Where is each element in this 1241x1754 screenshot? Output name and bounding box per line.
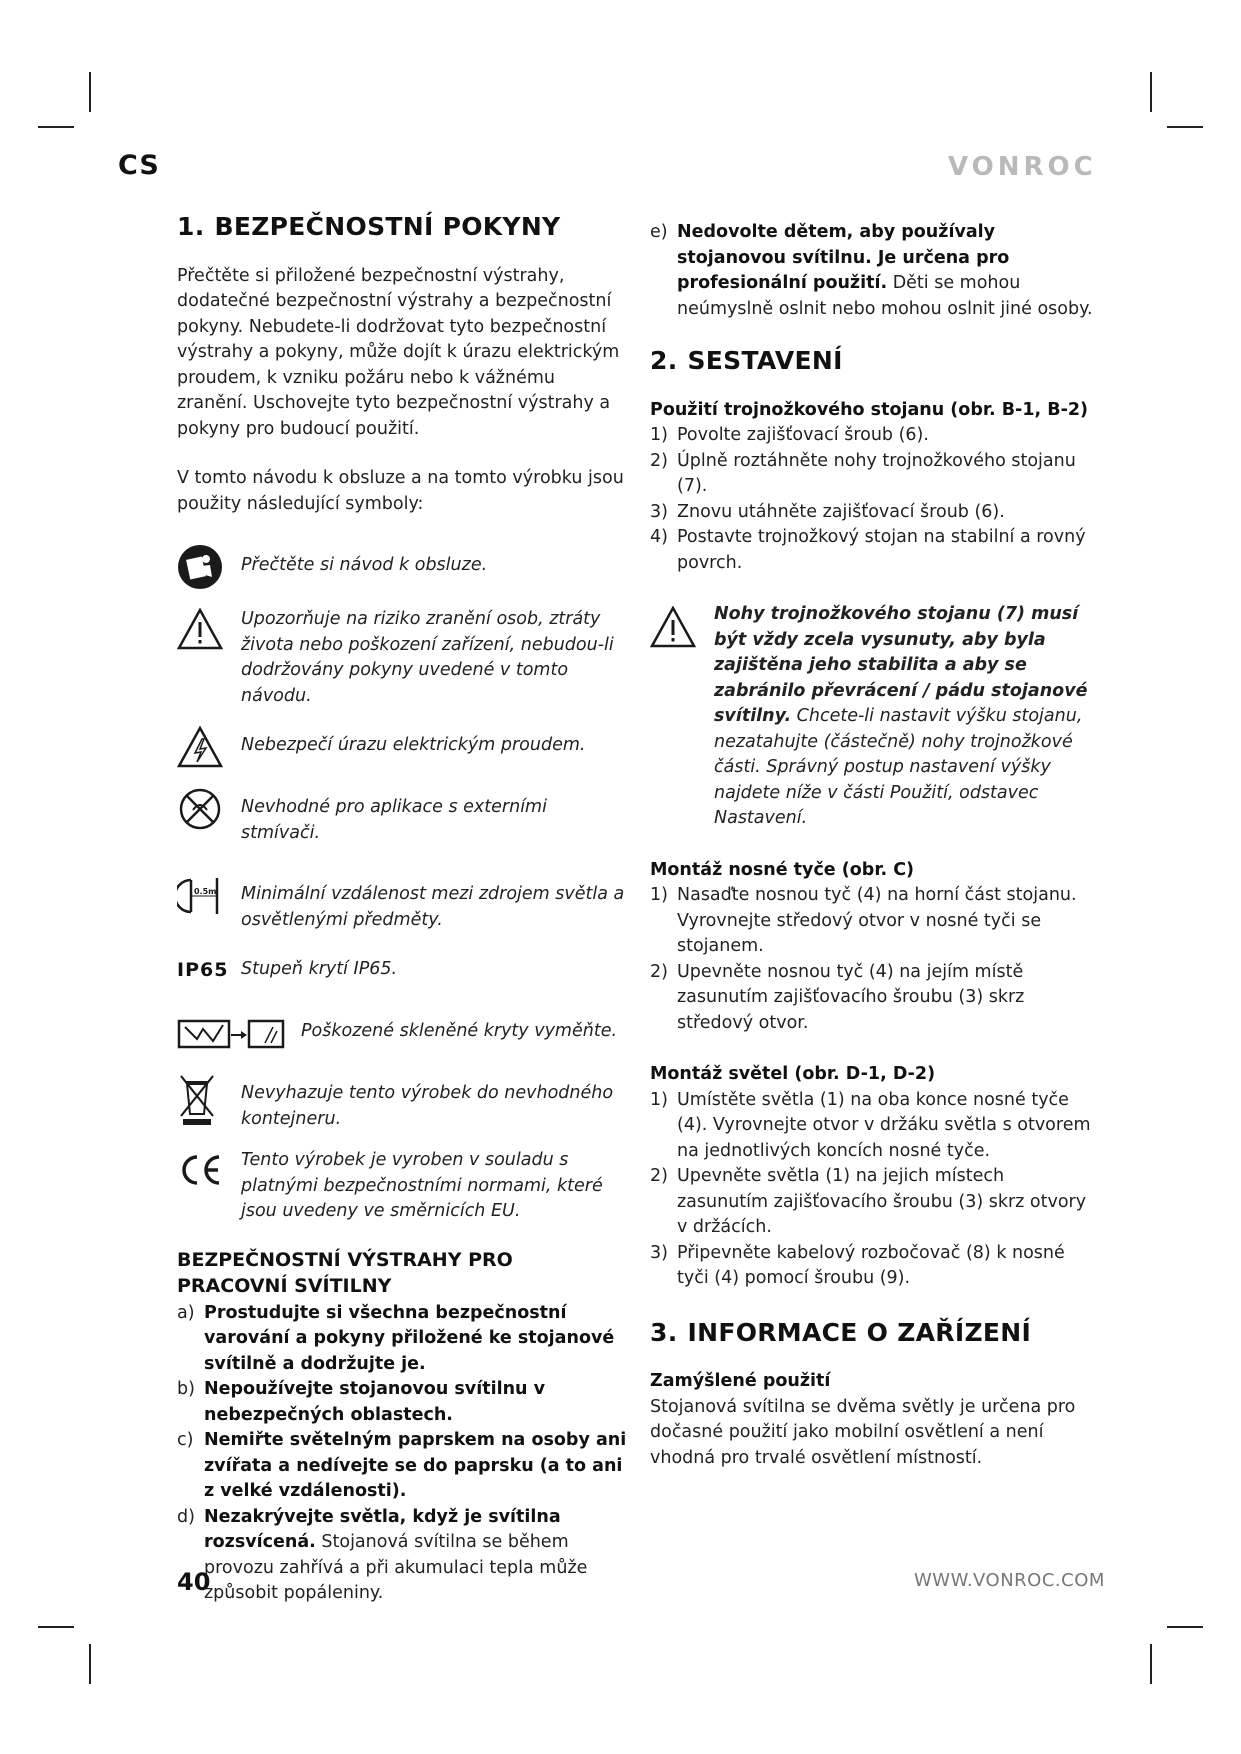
crop-mark: [1150, 1644, 1152, 1684]
crop-mark: [1150, 72, 1152, 112]
symbol-row: [177, 723, 627, 771]
symbol-row: [177, 872, 627, 933]
list-item: 1) Nasaďte nosnou tyč (4) na horní část stojanu. Vyrovnejte středový otvor v nosné tyči se stojanem.: [650, 885, 1077, 956]
min-distance-icon: [177, 872, 241, 920]
symbol-text: Tento výrobek je vyroben v souladu s platnými bezpečnostními normami, které jsou uvedeny ve směrnicích EU.: [241, 1150, 603, 1221]
read-manual-icon: [177, 543, 241, 591]
list-item: b) Nepoužívejte stojanovou svítilnu v nebezpečných oblastech.: [177, 1379, 545, 1425]
symbol-row: [177, 1146, 627, 1225]
crop-mark: [38, 126, 74, 128]
tripod-caution: [650, 602, 1100, 832]
symbol-row: [177, 947, 627, 995]
symbol-text: Přečtěte si návod k obsluze.: [241, 555, 488, 575]
crop-mark: [89, 1644, 91, 1684]
ce-mark-icon: [177, 1146, 241, 1194]
bar-heading: Montáž nosné tyče (obr. C): [650, 859, 915, 880]
brand-logo: VONROC: [948, 152, 1097, 182]
replace-glass-icon: [177, 1009, 301, 1057]
list-item: d) Nezakrývejte světla, když je svítilna rozsvícená. Stojanová svítilna se během provozu zahřívá a při akumulaci tepla může způsobit popáleniny.: [177, 1506, 588, 1603]
no-dimmer-icon: [177, 785, 241, 833]
crop-mark: [38, 1626, 74, 1628]
symbol-row: [177, 785, 627, 846]
list-item: 3) Připevněte kabelový rozbočovač (8) k nosné tyči (4) pomocí šroubu (9).: [650, 1242, 1065, 1288]
lights-steps: [650, 1088, 1100, 1292]
symbol-row: [177, 1009, 627, 1057]
distance-label: 0.5m: [194, 887, 217, 896]
symbol-row: [177, 605, 627, 709]
symbol-text: Nebezpečí úrazu elektrickým proudem.: [241, 735, 586, 755]
crop-mark: [89, 72, 91, 112]
language-code: CS: [118, 150, 160, 181]
crop-mark: [1167, 126, 1203, 128]
section-2-heading: 2. SESTAVENÍ: [650, 346, 843, 375]
warnings-list-continued: [650, 220, 1100, 322]
symbol-text: Upozorňuje na riziko zranění osob, ztráty života nebo poškození zařízení, nebudou-li dodržovány pokyny uvedené v tomto návodu.: [241, 609, 614, 706]
lights-heading: Montáž světel (obr. D-1, D-2): [650, 1064, 936, 1084]
tripod-steps: [650, 423, 1100, 576]
list-item: 1) Povolte zajišťovací šroub (6).: [650, 425, 929, 445]
caution-text: Nohy trojnožkového stojanu (7) musí být vždy zcela vysunuty, aby byla zajištěna jeho stabilita a aby se zabránilo převrácení / pádu stojanové svítilny. Chcete-li nastavit výšku stojanu, nezatahujte (částečně) nohy trojnožkové části. Správný postup nastavení výšky najdete níže v části Použití, odstavec Nastavení.: [714, 604, 1088, 828]
ip65-icon: IP65: [177, 959, 229, 982]
list-item: 2) Upevněte světla (1) na jejich místech zasunutím zajišťovacího šroubu (3) skrz otvory v držácích.: [650, 1166, 1087, 1237]
warnings-list: [177, 1301, 627, 1607]
section-3-heading: 3. INFORMACE O ZAŘÍZENÍ: [650, 1317, 1032, 1347]
warnings-heading: BEZPEČNOSTNÍ VÝSTRAHY PRO PRACOVNÍ SVÍTILNY: [177, 1248, 513, 1297]
list-item: 1) Umístěte světla (1) na oba konce nosné tyče (4). Vyrovnejte otvor v držáku světla s otvorem na jednotlivých koncích nosné tyče.: [650, 1089, 1091, 1161]
list-item: 3) Znovu utáhněte zajišťovací šroub (6).: [650, 501, 1005, 522]
intended-use-text: Stojanová svítilna se dvěma světly je určena pro dočasné použití jako mobilní osvětlení a není vhodná pro trvalé osvětlení místností.: [650, 1396, 1076, 1468]
symbol-text: Poškozené skleněné kryty vyměňte.: [301, 1021, 618, 1041]
symbol-text: Minimální vzdálenost mezi zdrojem světla a osvětlenými předměty.: [241, 884, 625, 930]
list-item: e) Nedovolte dětem, aby používaly stojanovou svítilnu. Je určena pro profesionální použití. Děti se mohou neúmyslně oslnit nebo mohou oslnit jiné osoby.: [650, 222, 1093, 319]
tripod-heading: Použití trojnožkového stojanu (obr. B-1, B-2): [650, 399, 1089, 420]
crop-mark: [1167, 1626, 1203, 1628]
symbol-text: Nevyhazuje tento výrobek do nevhodného kontejneru.: [241, 1083, 614, 1129]
website-url: WWW.VONROC.COM: [914, 1570, 1105, 1591]
symbol-text: Nevhodné pro aplikace s externími stmívači.: [241, 797, 547, 843]
intended-use-heading: Zamýšlené použití: [650, 1371, 831, 1391]
bar-steps: [650, 883, 1100, 1036]
list-item: 4) Postavte trojnožkový stojan na stabilní a rovný povrch.: [650, 527, 1086, 573]
right-column: [650, 220, 1100, 1471]
list-item: 2) Úplně roztáhněte nohy trojnožkového stojanu (7).: [650, 450, 1076, 496]
symbols-intro: V tomto návodu k obsluze a na tomto výrobku jsou použity následující symboly:: [177, 468, 624, 514]
warning-icon: [177, 605, 241, 653]
electric-shock-icon: [177, 723, 241, 771]
warning-icon: [650, 602, 714, 832]
list-item: 2) Upevněte nosnou tyč (4) na jejím místě zasunutím zajišťovacího šroubu (3) skrz středový otvor.: [650, 961, 1025, 1033]
weee-bin-icon: [177, 1071, 241, 1127]
symbol-text: Stupeň krytí IP65.: [241, 959, 398, 979]
safety-intro: Přečtěte si přiložené bezpečnostní výstrahy, dodatečné bezpečnostní výstrahy a bezpečnostní pokyny. Nebudete-li dodržovat tyto bezpečnostní výstrahy a pokyny, může dojít k úrazu elektrickým proudem, k vzniku požáru nebo k vážnému zranění. Uschovejte tyto bezpečnostní výstrahy a pokyny pro budoucí použití.: [177, 265, 620, 439]
section-1-heading: 1. BEZPEČNOSTNÍ POKYNY: [177, 212, 561, 241]
symbol-row: [177, 1071, 627, 1132]
left-column: [177, 214, 627, 1607]
list-item: c) Nemiřte světelným paprskem na osoby ani zvířata a nedívejte se do paprsku (a to ani z velké vzdálenosti).: [177, 1430, 627, 1501]
list-item: a) Prostudujte si všechna bezpečnostní varování a pokyny přiložené ke stojanové svítilně a dodržujte je.: [177, 1302, 615, 1374]
page-number: 40: [177, 1568, 211, 1596]
symbol-row: [177, 543, 627, 591]
